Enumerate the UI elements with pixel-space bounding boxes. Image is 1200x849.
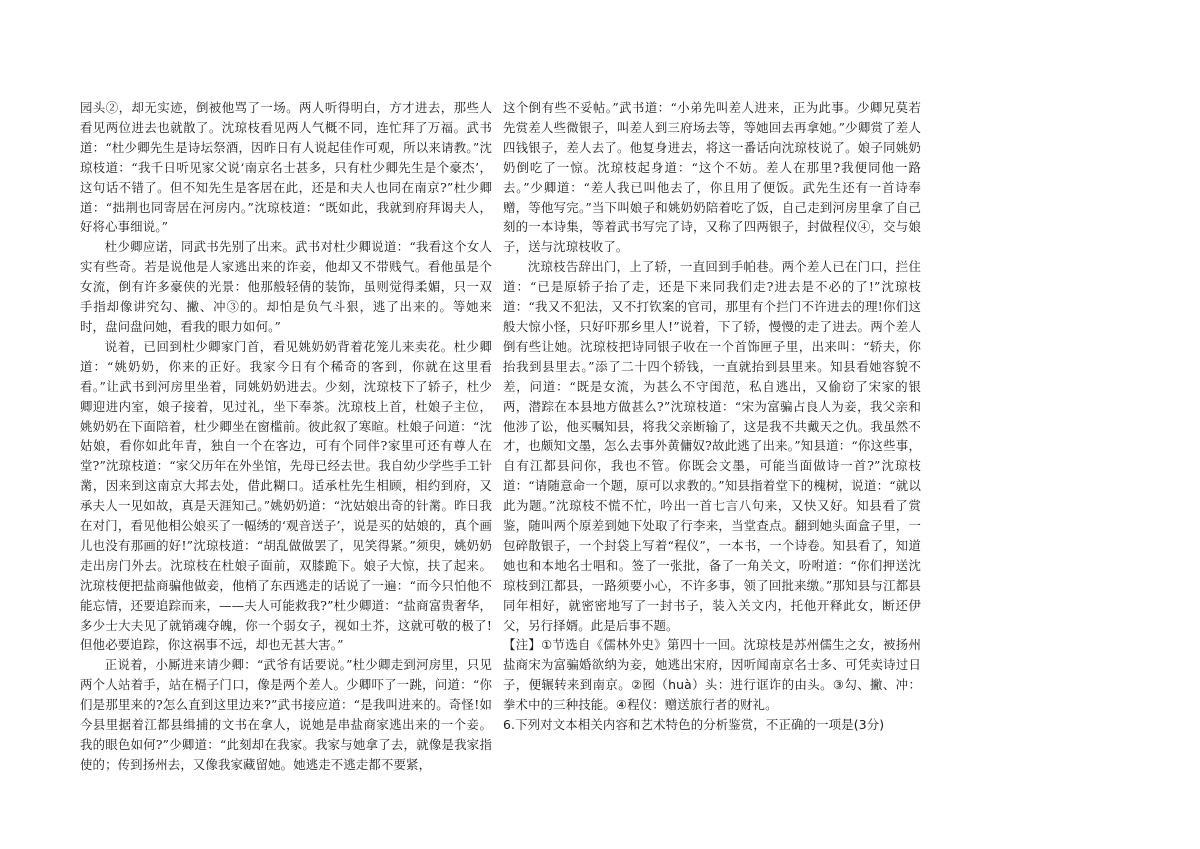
paragraph: 沈琼枝告辞出门，上了轿，一直回到手帕巷。两个差人已在门口，拦住道：“已是原轿子抬了走，还是下来同我们走?进去是不必的了!”沈琼枝道：“我又不犯法，又不打钦案的官司，那里有个拦门不许进去的理!你们这般大惊小怪，只好吓那乡里人!”说着，下了轿，慢慢的走了进去。两个差人倒有些让她。沈琼枝把诗同银子收在一个首饰匣子里，出来叫：“轿夫，你抬我到县里去。”添了二十四个轿钱，一直就抬到县里来。知县看她容貌不差，问道：“既是女流，为甚么不守闺范，私自逃出，又偷窃了宋家的银两，潜踪在本县地方做甚么?”沈琼枝道：“宋为富骗占良人为妾，我父亲和他涉了讼，他买嘱知县，将我父亲断输了，这是我不共戴天之仇。我虽然不才，也颇知文墨，怎么去事外黄傭奴?故此逃了出来。”知县道：“你这些事，自有江都县问你，我也不管。你既会文墨，可能当面做诗一首?”沈琼枝道：“请随意命一个题，原可以求教的。”知县指着堂下的槐树，说道：“就以此为题。”沈琼枝不慌不忙，吟出一首七言八句来，又快又好。知县看了赏鉴，随叫两个原差到她下处取了行李来，当堂查点。翻到她头面盒子里，一包碎散银子，一个封袋上写着“程仪”，一本书，一个诗卷。知县看了，知道她也和本地名士唱和。签了一张批，备了一角关文，吩咐道：“你们押送沈琼枝到江都县，一路须要小心，不许多事，领了回批来缴。”那知县与江都县同年相好，就密密地写了一封书子，装入关文内，托他开释此女，断还伊父，另行择婿。此是后事不题。 — [503, 259, 921, 633]
paragraph: 杜少卿应诺，同武书先别了出来。武书对杜少卿说道：“我看这个女人实有些奇。若是说他是人家逃出来的诈妾，他却又不带贱气。看他虽是个女流，倒有许多豪侠的光景：他那般轻倩的装饰，虽则觉得柔媚，只一双手指却像讲究勾、撇、冲③的。却怕是负气斗狠，逃了出来的。等她来时，盘问盘问她，看我的眼力如何。” — [80, 239, 492, 334]
paragraph: 说着，已回到杜少卿家门首，看见姚奶奶背着花笼儿来卖花。杜少卿道：“姚奶奶，你来的正好。我家今日有个稀奇的客到，你就在这里看看。”让武书到河房里坐着，同姚奶奶进去。少刻，沈琼枝下了轿子，杜少卿迎进内室，娘子接着，见过礼，坐下奉茶。沈琼枝上首，杜娘子主位，姚奶奶在下面陪着，杜少卿坐在窗槛前。彼此叙了寒暄。杜娘子问道：“沈姑娘，看你如此年青，独自一个在客边，可有个同伴?家里可还有尊人在堂?”沈琼枝道：“家父历年在外坐馆，先母已经去世。我自幼少学些手工针黹，因来到这南京大邦去处，借此糊口。适承杜先生相顾，相约到府，又承夫人一见如故，真是天涯知己。”姚奶奶道：“沈姑娘出奇的针黹。昨日我在对门，看见他相公娘买了一幅绣的‘观音送子’，说是买的姑娘的，真个画儿也没有那画的好!”沈琼枝道：“胡乱做做罢了，见笑得紧。”须臾，姚奶奶走出房门外去。沈琼枝在杜娘子面前，双膝跪下。娘子大惊，扶了起来。沈琼枝便把盐商骗他做妾，他梢了东西逃走的话说了一遍：“而今只怕他不能忘情，还要追踪而来，——夫人可能救我?”杜少卿道：“盐商富贵奢华，多少士大夫见了就销魂夺魄，你一个弱女子，视如土芥，这就可敬的极了!但他必要追踪，你这祸事不远，却也无甚大害。” — [80, 338, 492, 653]
paragraph: 这个倒有些不妥帖。”武书道：“小弟先叫差人进来，正为此事。少卿兄莫若先赏差人些微银子，叫差人到三府场去等，等她回去再拿她。”少卿赏了差人四钱银子，差人去了。他复身进去，将这一番话向沈琼枝说了。娘子同姚奶奶倒吃了一惊。沈琼枝起身道：“这个不妨。差人在那里?我便同他一路去。”少卿道：“差人我已叫他去了，你且用了便饭。武先生还有一首诗奉赠，等他写完。”当下叫娘子和姚奶奶陪着吃了饭，自己走到河房里拿了自己刻的一本诗集，等着武书写完了诗，又称了四两银子，封做程仪④，交与娘子，送与沈琼枝收了。 — [503, 100, 921, 255]
question-6: 6.下列对文本相关内容和艺术特色的分析鉴赏，不正确的一项是(3分) — [503, 717, 885, 733]
footnotes: 【注】①节选自《儒林外史》第四十一回。沈琼枝是苏州儒生之女，被扬州盐商宋为富骗婚欲纳为妾，她逃出宋府，因听闻南京名士多、可凭卖诗过日子，便辗转来到南京。②囮（huà）头：进行诓诈的由头。③勾、撇、冲：拳术中的三种技能。④程仪：赠送旅行者的财礼。 — [503, 637, 921, 713]
right-text-column — [503, 98, 921, 735]
paragraph: 正说着，小厮进来请少卿：“武爷有话要说。”杜少卿走到河房里，只见两个人站着手，站在槅子门口，像是两个差人。少卿吓了一跳，问道：“你们是那里来的?怎么直到这里边来?”武书接应道：“是我叫进来的。奇怪!如今县里据着江都县缉捕的文书在拿人，说她是串盐商家逃出来的一个妾。我的眼色如何?”少卿道：“此刻却在我家。我家与她拿了去，就像是我家指使的；传到扬州去，又像我家藏留她。她逃走不逃走都不要紧， — [80, 657, 492, 772]
paragraph: 园头②，却无实迹，倒被他骂了一场。两人听得明白，方才进去，那些人看见两位进去也就散了。沈琼枝看见两人气概不同，连忙拜了万福。武书道：“杜少卿先生是诗坛祭酒，因昨日有人说起佳作可观，所以来请教。”沈琼枝道：“我千日听见家父说‘南京名士甚多，只有杜少卿先生是个豪杰’，这句话不错了。但不知先生是客居在此，还是和夫人也同在南京?”杜少卿道：“拙荆也同寄居在河房内。”沈琼枝道：“既如此，我就到府拜谒夫人，好将心事细说。” — [80, 100, 492, 235]
left-text-column — [80, 98, 492, 775]
